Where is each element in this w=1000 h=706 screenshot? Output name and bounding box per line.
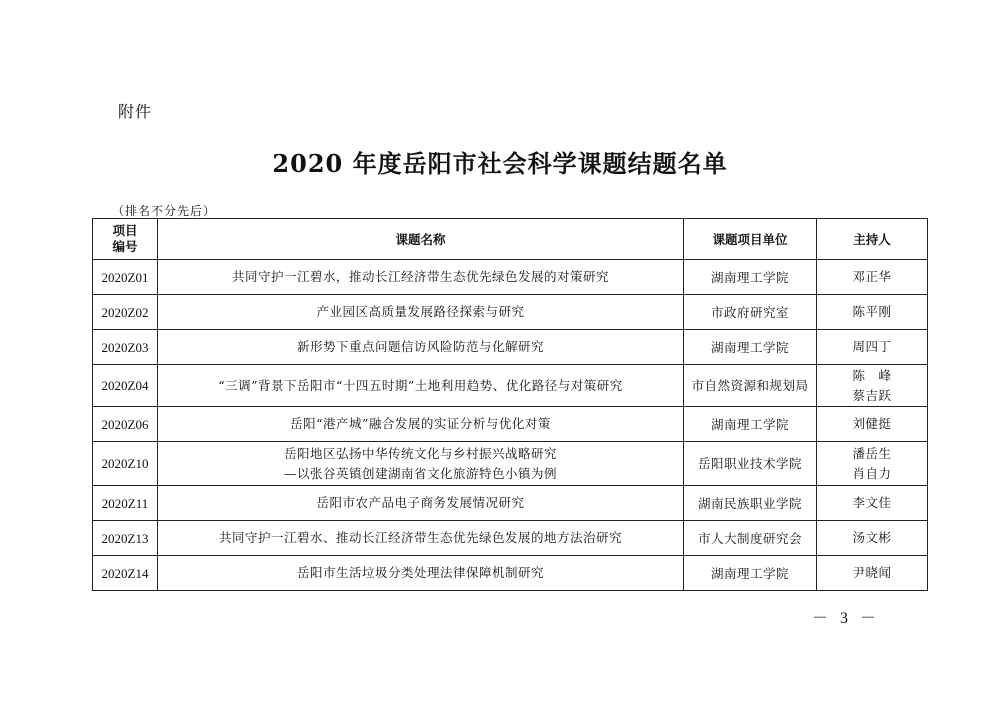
cell-unit: 市人大制度研究会 bbox=[684, 521, 817, 556]
cell-code: 2020Z04 bbox=[93, 365, 158, 407]
cell-name-line: 共同守护一江碧水，推动长江经济带生态优先绿色发展的对策研究 bbox=[231, 269, 609, 284]
cell-unit: 岳阳职业技术学院 bbox=[684, 442, 817, 486]
cell-code: 2020Z02 bbox=[93, 295, 158, 330]
table-row bbox=[93, 486, 928, 521]
cell-host bbox=[817, 442, 928, 486]
cell-code: 2020Z10 bbox=[93, 442, 158, 486]
document-title: 2020 年度岳阳市社会科学课题结题名单 bbox=[272, 149, 728, 178]
table-row bbox=[93, 365, 928, 407]
cell-host-line: 刘健挺 bbox=[852, 416, 892, 431]
cell-host bbox=[817, 407, 928, 442]
page-number: － 3 － bbox=[812, 610, 881, 627]
table-row bbox=[93, 330, 928, 365]
cell-name-line: 岳阳“港产城”融合发展的实证分析与优化对策 bbox=[290, 416, 551, 431]
cell-host bbox=[817, 330, 928, 365]
header-code-line1: 项目 bbox=[112, 223, 138, 238]
cell-name-line: —以张谷英镇创建湖南省文化旅游特色小镇为例 bbox=[283, 465, 557, 481]
cell-host-line: 尹晓闻 bbox=[852, 565, 892, 580]
cell-host bbox=[817, 486, 928, 521]
cell-name-line: “三调”背景下岳阳市“十四五时期”土地利用趋势、优化路径与对策研究 bbox=[218, 377, 623, 393]
cell-name bbox=[158, 365, 684, 407]
cell-name bbox=[158, 486, 684, 521]
cell-host bbox=[817, 365, 928, 407]
cell-host-line: 周四丁 bbox=[852, 339, 892, 354]
cell-name-line: 岳阳市农产品电子商务发展情况研究 bbox=[316, 495, 525, 510]
cell-name-line: 岳阳市生活垃圾分类处理法律保障机制研究 bbox=[296, 565, 544, 580]
table-row bbox=[93, 556, 928, 591]
cell-unit: 市政府研究室 bbox=[684, 295, 817, 330]
cell-unit: 市自然资源和规划局 bbox=[684, 365, 817, 407]
cell-code: 2020Z13 bbox=[93, 521, 158, 556]
cell-unit: 湖南理工学院 bbox=[684, 260, 817, 295]
cell-host-line: 肖自力 bbox=[852, 465, 892, 481]
header-unit: 课题项目单位 bbox=[684, 219, 817, 260]
cell-code: 2020Z14 bbox=[93, 556, 158, 591]
cell-host-line: 蔡吉跃 bbox=[852, 387, 892, 403]
cell-name-line: 新形势下重点问题信访风险防范与化解研究 bbox=[296, 339, 544, 354]
cell-host-line: 李文佳 bbox=[852, 495, 892, 510]
cell-host bbox=[817, 295, 928, 330]
cell-code: 2020Z06 bbox=[93, 407, 158, 442]
cell-unit: 湖南理工学院 bbox=[684, 330, 817, 365]
cell-host bbox=[817, 556, 928, 591]
cell-name bbox=[158, 407, 684, 442]
cell-unit: 湖南理工学院 bbox=[684, 556, 817, 591]
table-row bbox=[93, 260, 928, 295]
cell-name bbox=[158, 556, 684, 591]
cell-host bbox=[817, 260, 928, 295]
ranking-note: （排名不分先后） bbox=[112, 204, 217, 218]
cell-host-line: 汤文彬 bbox=[852, 530, 892, 545]
cell-name bbox=[158, 295, 684, 330]
table-row bbox=[93, 407, 928, 442]
header-code-line2: 编号 bbox=[112, 239, 138, 254]
cell-host-line: 陈平刚 bbox=[852, 304, 892, 319]
cell-host-line: 邓正华 bbox=[852, 269, 892, 284]
table-row bbox=[93, 442, 928, 486]
cell-name bbox=[158, 260, 684, 295]
cell-unit: 湖南民族职业学院 bbox=[684, 486, 817, 521]
cell-code: 2020Z03 bbox=[93, 330, 158, 365]
cell-name bbox=[158, 521, 684, 556]
cell-code: 2020Z01 bbox=[93, 260, 158, 295]
cell-code: 2020Z11 bbox=[93, 486, 158, 521]
cell-unit: 湖南理工学院 bbox=[684, 407, 817, 442]
table-row bbox=[93, 295, 928, 330]
cell-name bbox=[158, 442, 684, 486]
header-code bbox=[93, 219, 158, 260]
cell-host-line: 陈 峰 bbox=[852, 367, 892, 383]
table-header-row bbox=[93, 219, 928, 260]
project-table bbox=[92, 218, 928, 591]
cell-name-line: 共同守护一江碧水、推动长江经济带生态优先绿色发展的地方法治研究 bbox=[218, 530, 622, 545]
header-name: 课题名称 bbox=[158, 219, 684, 260]
cell-name bbox=[158, 330, 684, 365]
header-host: 主持人 bbox=[817, 219, 928, 260]
cell-host bbox=[817, 521, 928, 556]
cell-name-line: 岳阳地区弘扬中华传统文化与乡村振兴战略研究 bbox=[283, 445, 557, 461]
cell-name-line: 产业园区高质量发展路径探索与研究 bbox=[316, 304, 525, 319]
table-row bbox=[93, 521, 928, 556]
cell-host-line: 潘岳生 bbox=[852, 445, 892, 461]
attachment-label: 附件 bbox=[118, 102, 153, 121]
